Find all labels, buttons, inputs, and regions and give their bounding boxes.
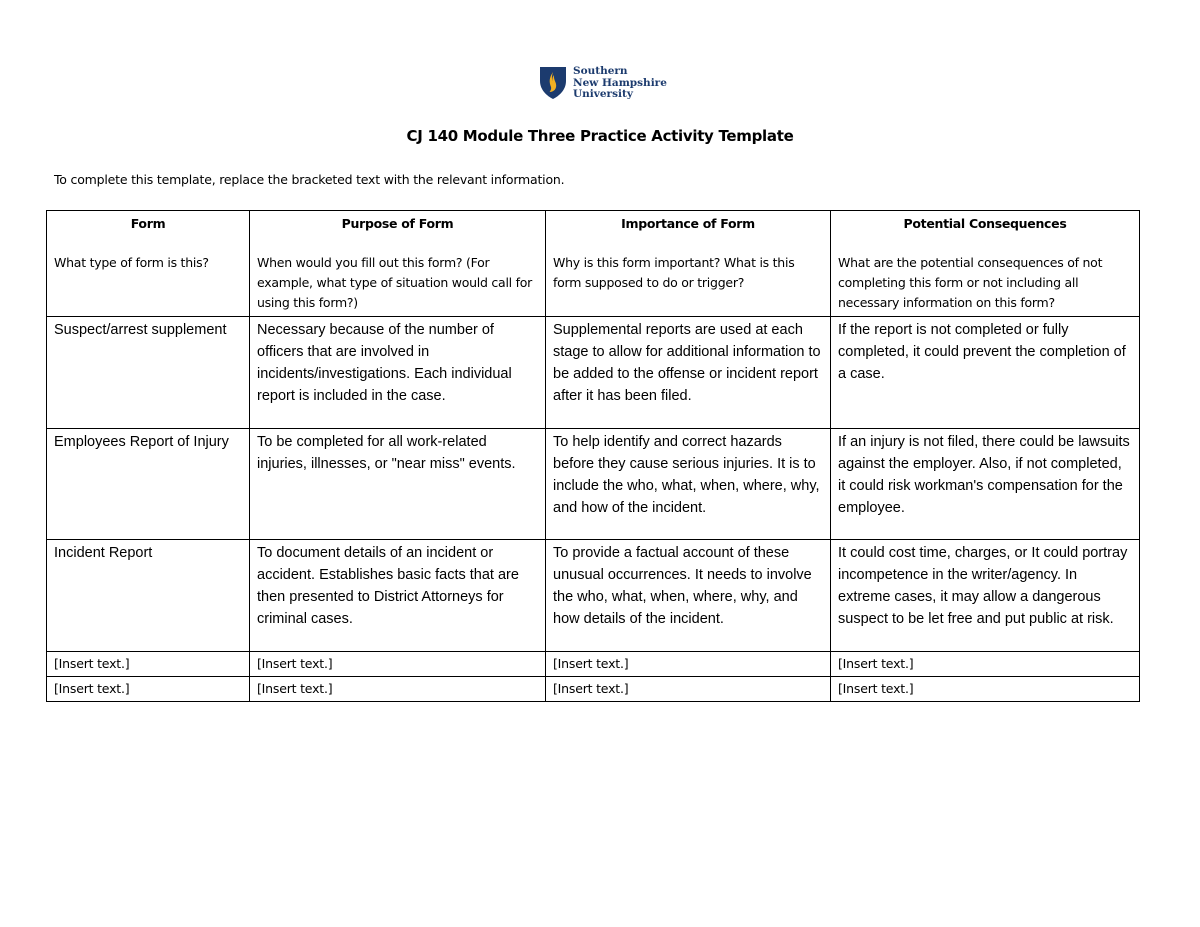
placeholder-cell[interactable]: [Insert text.] [546,677,831,702]
placeholder-cell[interactable]: [Insert text.] [831,652,1140,677]
table-cell-consequences: It could cost time, charges, or It could portray incompetence in the writer/agency. In extreme cases, it may allow a dangerous suspect to be let free and put public at risk. [831,540,1140,652]
header-importance [546,211,831,317]
header-description: Why is this form important? What is this form supposed to do or trigger? [553,255,795,290]
instructions-text: To complete this template, replace the bracketed text with the relevant information. [54,172,565,187]
header-consequences [831,211,1140,317]
header-purpose [250,211,546,317]
table-cell-form: Employees Report of Injury [47,429,250,540]
table-cell-purpose: To be completed for all work-related injuries, illnesses, or "near miss" events. [250,429,546,540]
table-row [47,652,1140,677]
placeholder-cell[interactable]: [Insert text.] [47,677,250,702]
header-title: Importance of Form [621,216,755,231]
forms-table [46,210,1140,702]
header-title: Potential Consequences [903,216,1067,231]
header-description: What are the potential consequences of not completing this form or not including all necessary information on this form? [838,255,1103,310]
header-title: Form [130,216,166,231]
header-description: When would you fill out this form? (For example, what type of situation would call for using this form?) [257,255,533,310]
logo-line-3: University [573,88,633,100]
table-cell-form: Incident Report [47,540,250,652]
university-name [573,66,667,101]
header-form [47,211,250,317]
table-cell-importance: To provide a factual account of these unusual occurrences. It needs to involve the who, what, when, where, why, and how details of the incident. [546,540,831,652]
table-cell-consequences: If an injury is not filed, there could be lawsuits against the employer. Also, if not completed, it could risk workman's compensation for the employee. [831,429,1140,540]
placeholder-cell[interactable]: [Insert text.] [250,652,546,677]
table-cell-importance: Supplemental reports are used at each stage to allow for additional information to be added to the offense or incident report after it has been filed. [546,317,831,429]
table-cell-purpose: To document details of an incident or accident. Establishes basic facts that are then presented to District Attorneys for criminal cases. [250,540,546,652]
table-row [47,429,1140,540]
table-header-row [47,211,1140,317]
table-cell-importance: To help identify and correct hazards before they cause serious injuries. It is to include the who, what, when, where, why, and how of the incident. [546,429,831,540]
table-row [47,540,1140,652]
logo-line-1: Southern [573,65,628,77]
header-title: Purpose of Form [341,216,454,231]
document-title: CJ 140 Module Three Practice Activity Template [406,127,794,145]
header-description: What type of form is this? [54,255,209,270]
table-row [47,677,1140,702]
logo-line-2: New Hampshire [573,76,667,89]
table-row [47,317,1140,429]
placeholder-cell[interactable]: [Insert text.] [546,652,831,677]
snhu-shield-flame-icon [539,66,567,100]
table-cell-consequences: If the report is not completed or fully completed, it could prevent the completion of a case. [831,317,1140,429]
placeholder-cell[interactable]: [Insert text.] [47,652,250,677]
table-cell-form: Suspect/arrest supplement [47,317,250,429]
table-cell-purpose: Necessary because of the number of officers that are involved in incidents/investigations. Each individual report is included in the case. [250,317,546,429]
placeholder-cell[interactable]: [Insert text.] [250,677,546,702]
university-logo [539,66,667,101]
placeholder-cell[interactable]: [Insert text.] [831,677,1140,702]
